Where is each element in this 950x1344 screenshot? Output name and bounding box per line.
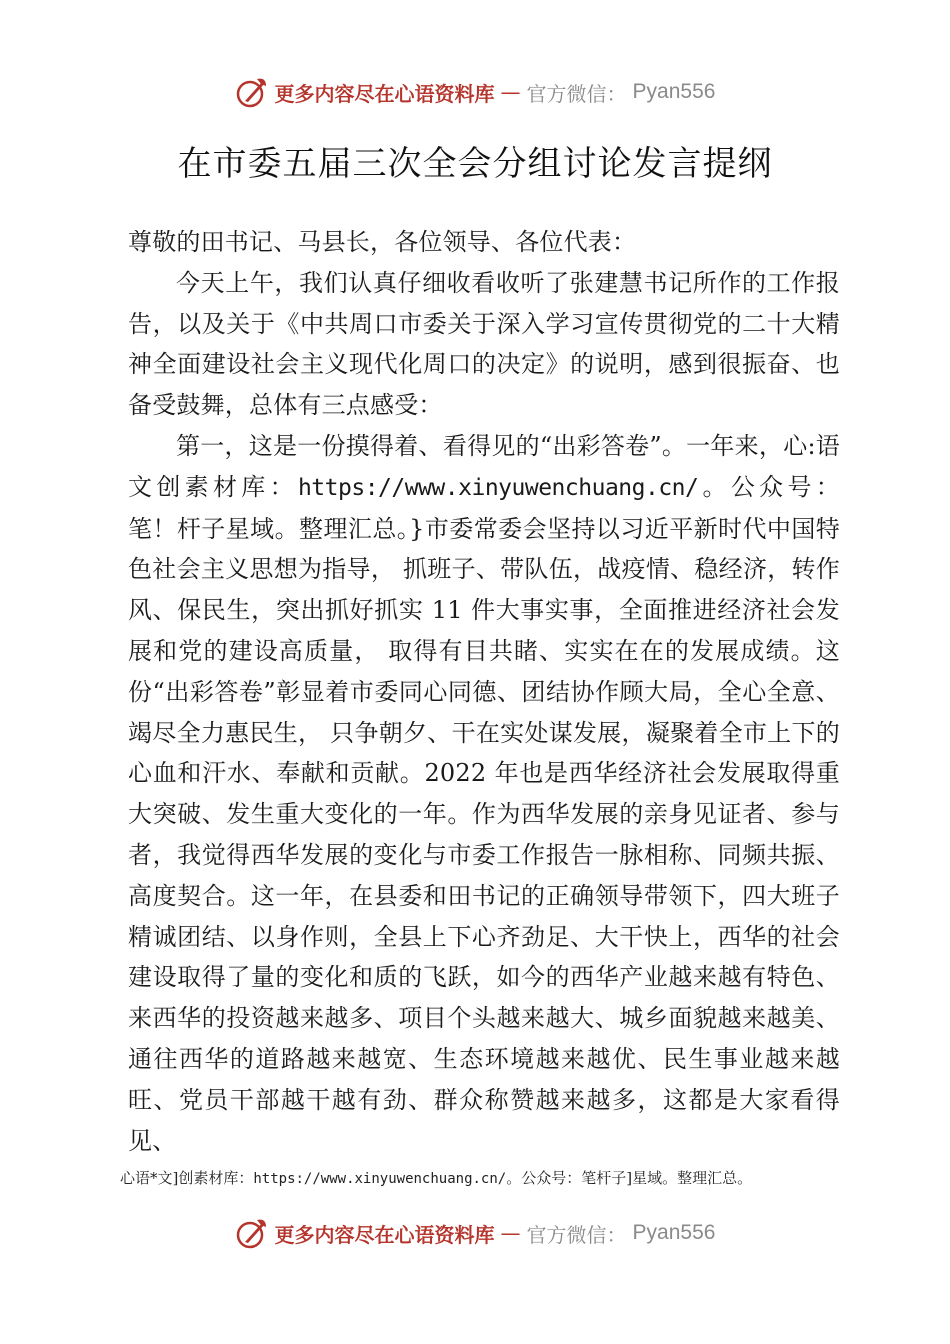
paragraph-2-url: https://www.xinyuwenchuang.cn/ <box>297 474 699 501</box>
document-title: 在市委五届三次全会分组讨论发言提纲 <box>177 144 773 184</box>
quill-logo-icon <box>235 75 269 109</box>
promo-text: 更多内容尽在心语资料库 <box>274 81 495 106</box>
promo-text: 更多内容尽在心语资料库 <box>274 1222 495 1247</box>
salutation: 尊敬的田书记、马县长，各位领导、各位代表： <box>128 228 637 256</box>
wechat-id: Pyan556 <box>632 80 716 103</box>
banner-separator: — <box>500 80 521 104</box>
paragraph-2-rest: 。公众号：笔！杆子星域。整理汇总。}市委常委会坚持以习近平新时代中国特色社会主义思想为指导， 抓班子、带队伍，战疫情、稳经济，转作风、保民生，突出抓好抓实 11 件大事实事，全面推进经济社会发展和党的建设高质量， 取得有目共睹、实实在在的发展成绩。这份“出彩答卷”彰显着市委同心同德、团结协作顾大局，全心全意、竭尽全力惠民生， 只争朝夕、干在实处谋发展，凝聚着全市上下的心血和汗水、奉献和贡献。2022 年也是西华经济社会发展取得重大突破、发生重大变化的一年。作为西华发展的亲身见证者、参与者，我觉得西华发展的变化与市委工作报告一脉相称、同频共振、高度契合。这一年，在县委和田书记的正确领导带领下，四大班子精诚团结、以身作则，全县上下心齐劲足、大干快上，西华的社会建设取得了量的变化和质的飞跃，如今的西华产业越来越有特色、来西华的投资越来越多、项目个头越来越大、城乡面貌越来越美、通往西华的道路越来越宽、生态环境越来越优、民生事业越来越旺、党员干部越干越有劲、群众称赞越来越多，这都是大家看得见、 <box>128 472 840 1155</box>
paragraph-2 <box>128 426 840 1161</box>
footnote-prefix: 心语*文]创素材库： <box>120 1169 254 1187</box>
paragraph-2-start: 第一，这是一份摸得着、看得见的“出彩答卷”。一年来，心:语文创素材库： <box>128 431 840 501</box>
quill-logo-icon <box>235 1216 269 1250</box>
document-body <box>128 222 840 1161</box>
banner-separator: — <box>500 1221 521 1245</box>
wechat-id: Pyan556 <box>632 1221 716 1244</box>
wechat-label: 官方微信： <box>526 1222 627 1247</box>
footer-banner <box>0 1213 950 1253</box>
footnote-url: https://www.xinyuwenchuang.cn/ <box>253 1171 507 1187</box>
header-banner <box>0 72 950 112</box>
footnote <box>120 1167 850 1188</box>
paragraph-1: 今天上午，我们认真仔细收看收听了张建慧书记所作的工作报告，以及关于《中共周口市委关于深入学习宣传贯彻党的二十大精神全面建设社会主义现代化周口的决定》的说明，感到很振奋、也备受鼓舞，总体有三点感受： <box>128 268 840 420</box>
wechat-label: 官方微信： <box>526 81 627 106</box>
footnote-suffix: 。公众号：笔杆子]星域。整理汇总。 <box>506 1169 753 1187</box>
